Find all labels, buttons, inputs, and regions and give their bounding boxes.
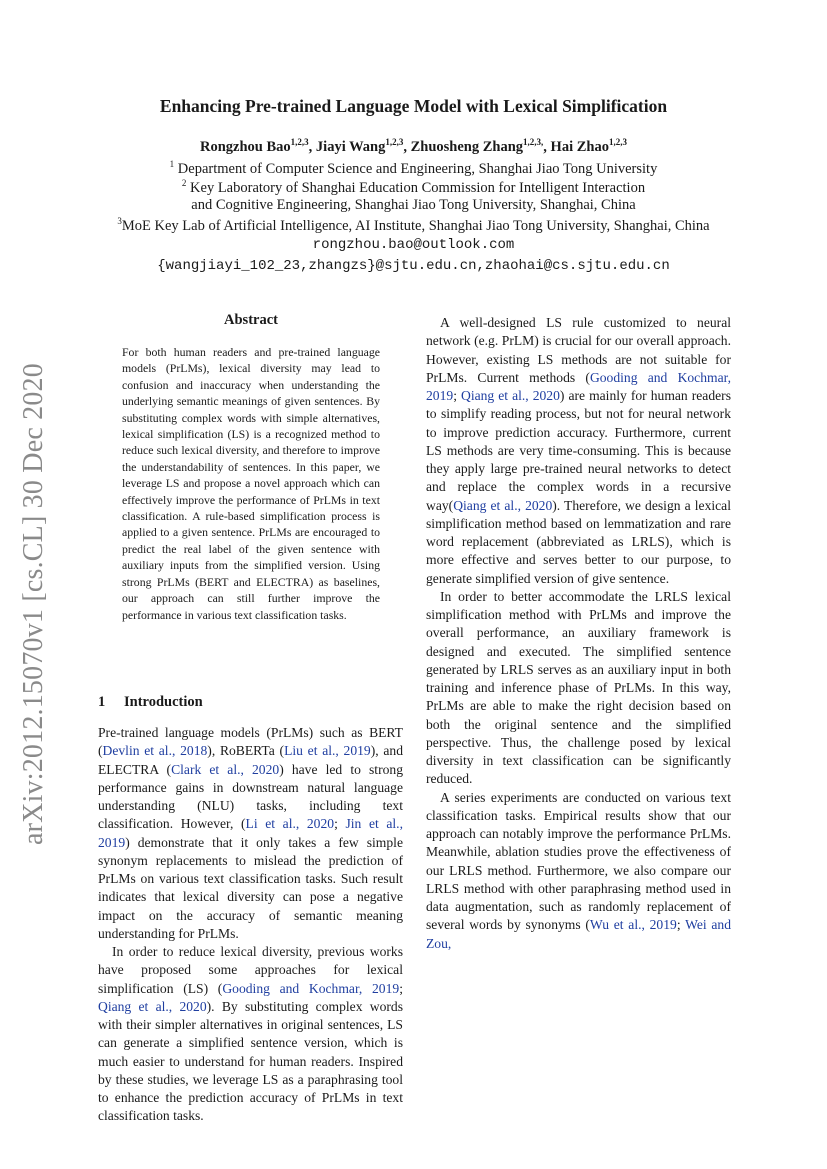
abstract-text: For both human readers and pre-trained language models (PrLMs), lexical diversity may lead to confusion and inaccuracy when understanding the underlying semantic meanings of given sentences. By substituting complex words with simple alternatives, lexical simplification (LS) is a recognized method to reduce such lexical diversity, and therefore to improve the understandability of sentences. In this paper, we leverage LS and propose a novel approach which can effectively improve the performance of PrLMs in text classification. A rule-based simplification process is applied to a given sentence. PrLMs are encouraged to predict the real label of the given sentence with auxiliary inputs from the simplified version. Using strong PrLMs (BERT and ELECTRA) as baselines, our approach can still further improve the performance in various text classification tasks. — [122, 345, 380, 622]
affiliation-3 — [0, 216, 827, 235]
author-separator: , — [403, 138, 411, 155]
citation-link[interactable]: Gooding and Kochmar, 2019 — [222, 980, 400, 996]
paper-title: Enhancing Pre-trained Language Model with Lexical Simplification — [159, 96, 668, 116]
author-name: Jiayi Wang — [315, 138, 386, 155]
affiliation-marker: 3 — [117, 216, 122, 226]
author-name: Hai Zhao — [550, 138, 609, 155]
intro-paragraph-3: A well-designed LS rule customized to neural network (e.g. PrLM) is crucial for our overall approach. However, existing LS methods are not suitable for PrLMs. Current methods (Gooding and Kochmar, 2019; Qiang et al., 2020) are mainly for human readers to simplify reading process, but not for neural network to improve prediction accuracy. Furthermore, current LS methods are very time-consuming. This is because they apply large pre-trained neural networks to detect and replace the complex words in a recursive way(Qiang et al., 2020). Therefore, we design a lexical simplification method based on lemmatization and rare word replacement (abbreviated as LRLS), which is more effective and serves better to our purpose, to generate simplified version of give sentence. — [426, 315, 731, 586]
affiliation-2-continued: and Cognitive Engineering, Shanghai Jiao Tong University, Shanghai, China — [191, 197, 636, 213]
intro-paragraph-1: Pre-trained language models (PrLMs) such as BERT (Devlin et al., 2018), RoBERTa (Liu et al., 2019), and ELECTRA (Clark et al., 2020) have led to strong performance gains in downstream natural language understanding (NLU) tasks, including text classification. However, (Li et al., 2020; Jin et al., 2019) demonstrate that it only takes a few simple synonym replacements to mislead the prediction of PrLMs on various text classification tasks. Such result indicates that lexical diversity can pose a negative impact on the accuracy of semantic meaning understanding for PrLMs. — [98, 725, 403, 941]
author-list — [0, 137, 827, 156]
citation-link[interactable]: Liu et al., 2019 — [284, 743, 371, 759]
citation-link[interactable]: Jin et al., 2019 — [98, 816, 403, 850]
affiliation-text: MoE Key Lab of Artificial Intelligence, AI Institute, Shanghai Jiao Tong University, Shanghai, China — [121, 217, 710, 234]
email-primary[interactable]: rongzhou.bao@outlook.com — [312, 237, 515, 253]
intro-paragraph-5: A series experiments are conducted on various text classification tasks. Empirical results show that our approach can notably improve the performance PrLMs. Meanwhile, ablation studies prove the effectiveness of our LRLS method. Furthermore, we also compare our LRLS method with other paraphrasing method used in data augmentation, such as randomly replacement of several words by synonyms (Wu et al., 2019; Wei and Zou, — [426, 789, 731, 951]
affiliation-text: Department of Computer Science and Engineering, Shanghai Jiao Tong University — [177, 160, 658, 177]
author-name: Zhuosheng Zhang — [410, 138, 524, 155]
citation-link[interactable]: Wei and Zou, — [426, 917, 731, 951]
citation-link[interactable]: Gooding and Kochmar, 2019 — [426, 369, 731, 403]
citation-link[interactable]: Clark et al., 2020 — [171, 761, 280, 777]
section-heading-introduction — [98, 694, 203, 711]
arxiv-stamp: arXiv:2012.15070v1 [cs.CL] 30 Dec 2020 — [18, 363, 49, 845]
citation-link[interactable]: Devlin et al., 2018 — [102, 743, 208, 759]
left-column — [98, 724, 403, 1126]
affiliation-marker: 1 — [169, 159, 175, 169]
citation-link[interactable]: Wu et al., 2019 — [589, 917, 677, 933]
section-title: Introduction — [124, 694, 203, 710]
section-number: 1 — [98, 694, 106, 710]
email-group[interactable]: {wangjiayi_102_23,zhangzs}@sjtu.edu.cn,zhaohai@cs.sjtu.edu.cn — [157, 258, 670, 274]
affiliation-1 — [0, 159, 827, 178]
affiliation-2 — [0, 178, 827, 197]
author-name: Rongzhou Bao — [200, 138, 291, 155]
author-separator: , — [308, 138, 316, 155]
right-column — [426, 314, 731, 1114]
affiliation-text: Key Laboratory of Shanghai Education Commission for Intelligent Interaction — [190, 179, 646, 196]
affiliation-marker: 2 — [181, 178, 187, 188]
author-affiliation-marker: 1,2,3 — [608, 137, 627, 147]
intro-paragraph-2: In order to reduce lexical diversity, previous works have proposed some approaches for lexical simplification (LS) (Gooding and Kochmar, 2019; Qiang et al., 2020). By substituting complex words with their simpler alternatives in original sentences, LS can generate a simplified sentence version, which is much easier to understand for human readers. Inspired by these studies, we leverage LS as a paraphrasing tool to enhance the prediction accuracy of PrLMs in text classification tasks. — [98, 944, 403, 1124]
author-affiliation-marker: 1,2,3 — [290, 137, 309, 147]
citation-link[interactable]: Qiang et al., 2020 — [98, 998, 207, 1014]
citation-link[interactable]: Li et al., 2020 — [245, 816, 335, 832]
author-affiliation-marker: 1,2,3, — [523, 137, 544, 147]
author-separator: , — [543, 138, 551, 155]
citation-link[interactable]: Qiang et al., 2020 — [461, 388, 560, 403]
intro-paragraph-4: In order to better accommodate the LRLS lexical simplification method with PrLMs and improve the overall performance, an auxiliary framework is designed and executed. The simplified sentence generated by LRLS serves as an auxiliary input in both training and inference phase of PrLMs. In this way, PrLMs are able to make the right decision based on both the original sentence and the simplified perspective. Thus, the challenge posed by lexical diversity in text classification can be significantly reduced. — [426, 588, 731, 787]
abstract-heading: Abstract — [224, 312, 278, 328]
citation-link[interactable]: Qiang et al., 2020 — [453, 497, 553, 513]
author-affiliation-marker: 1,2,3 — [385, 137, 404, 147]
